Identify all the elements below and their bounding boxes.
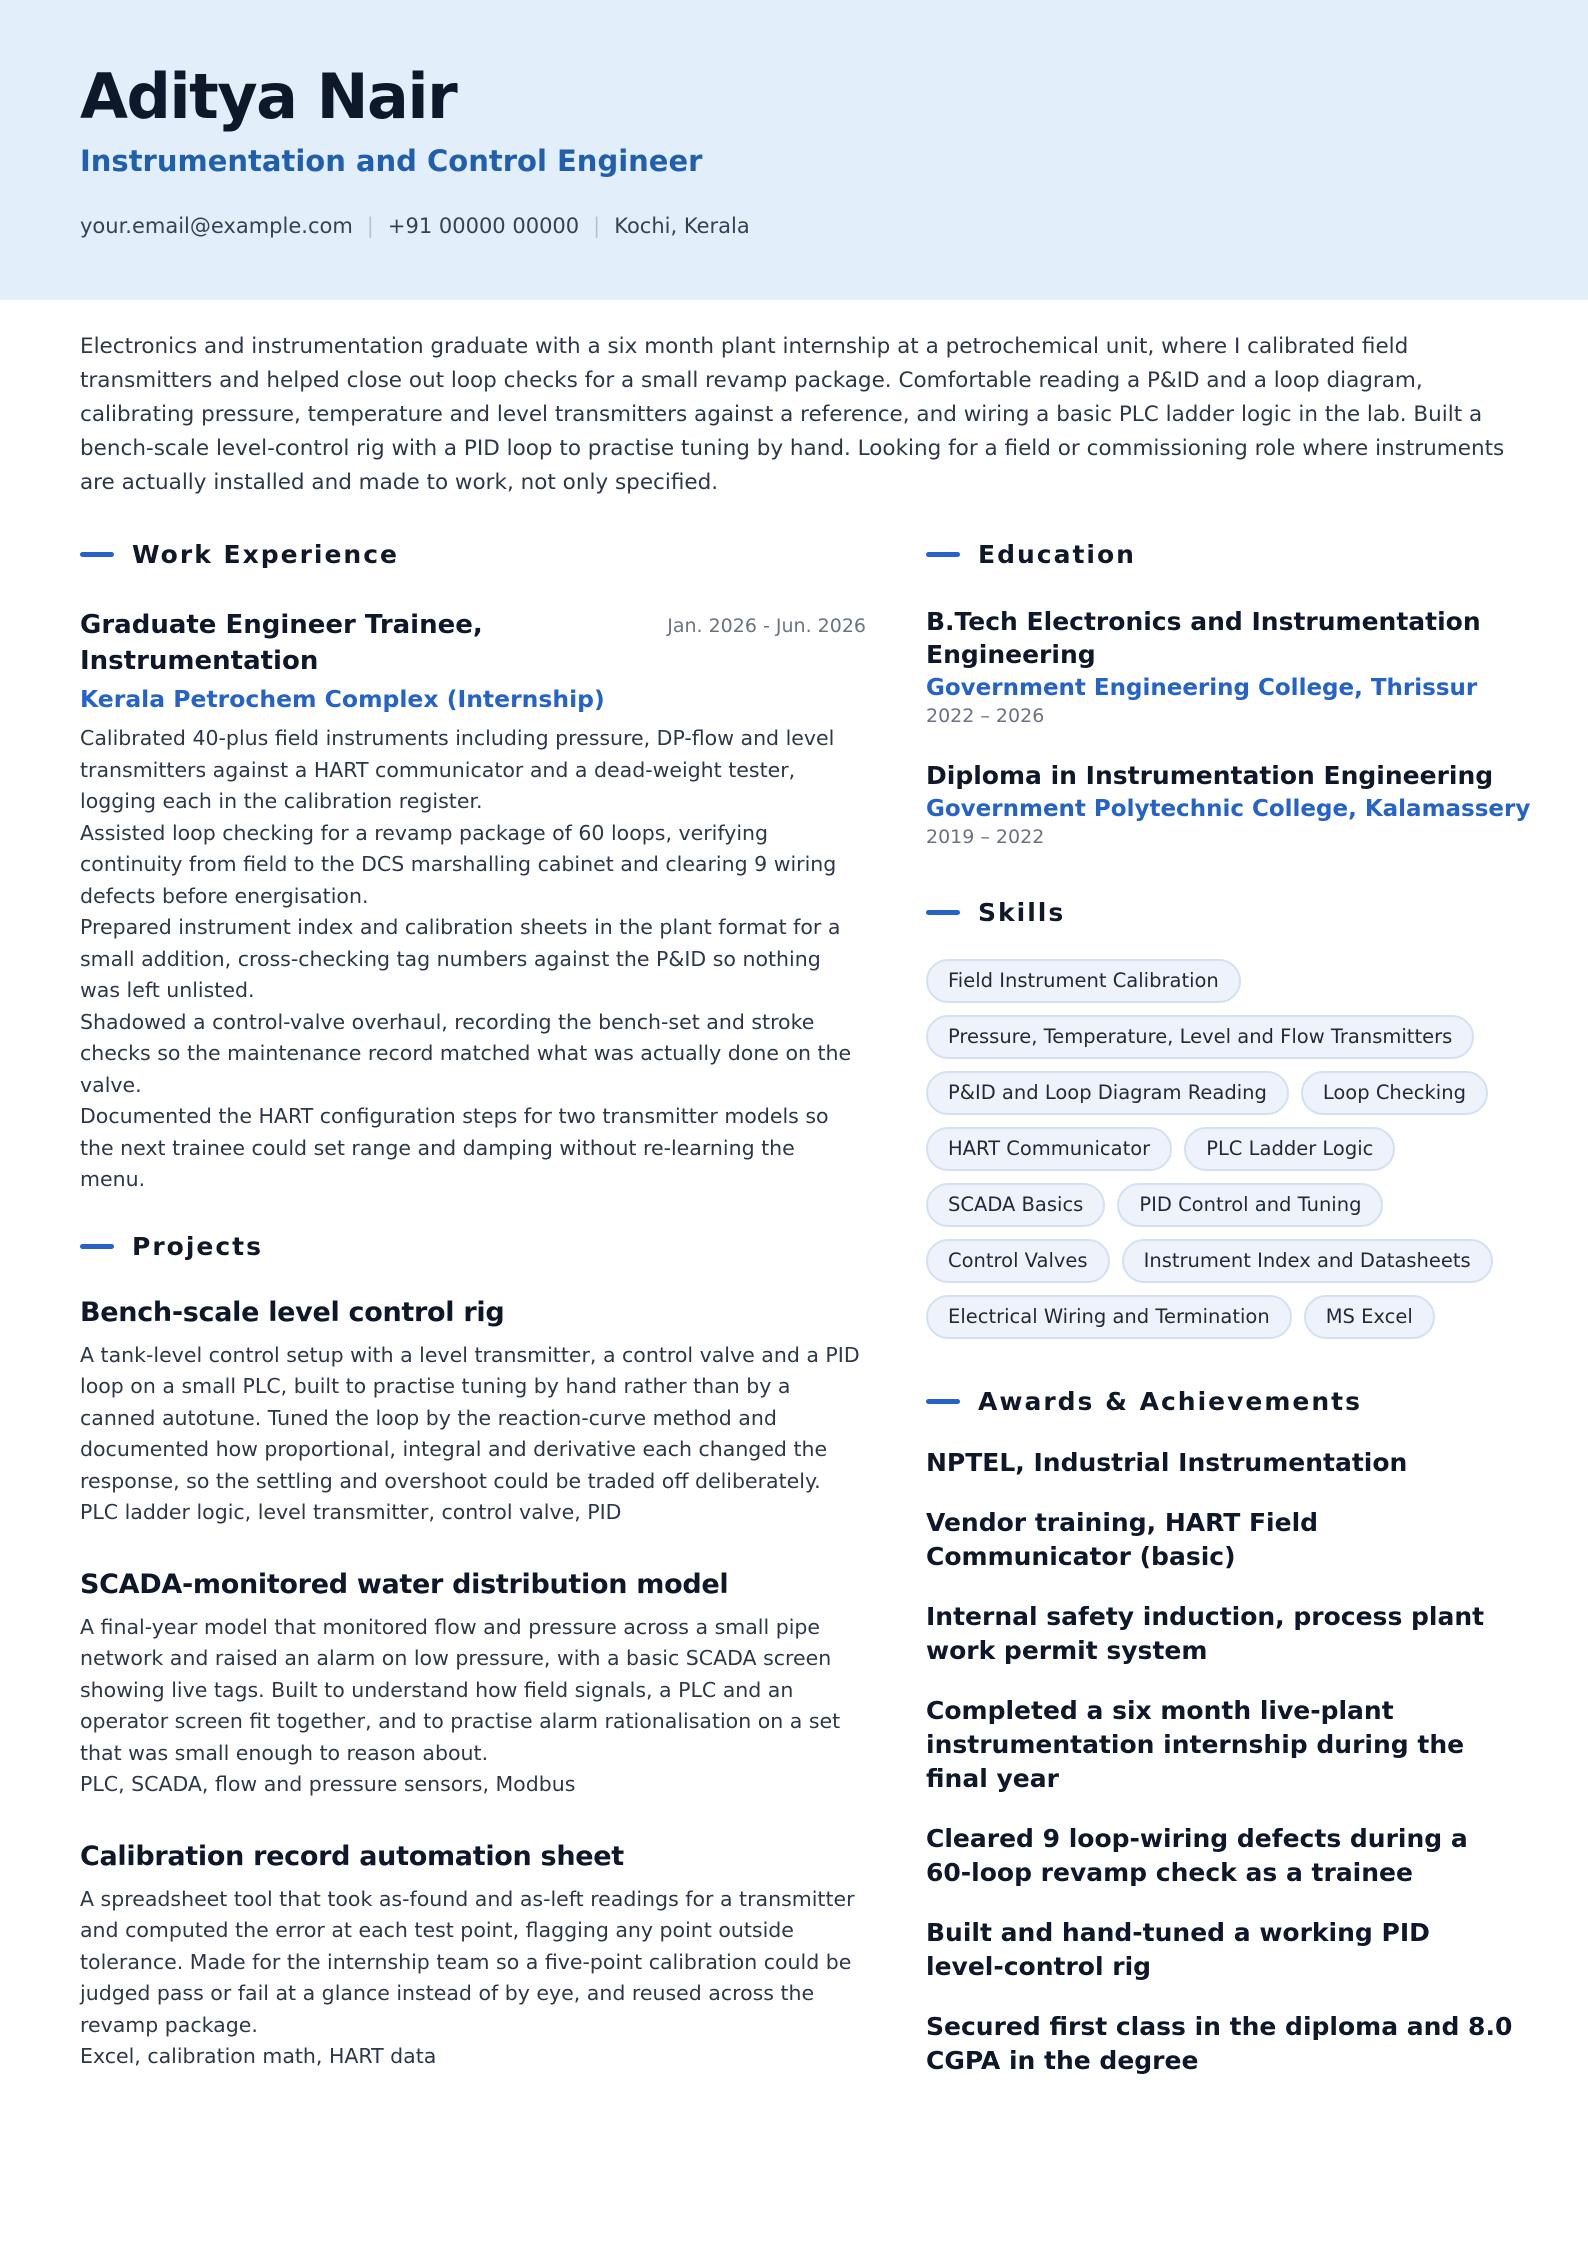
award-item: Vendor training, HART Field Communicator (basic) [926,1508,1319,1571]
contact-line [80,214,750,238]
project-title: Calibration record automation sheet [80,1840,624,1872]
skill-tag: Loop Checking [1301,1071,1488,1115]
education-degree: B.Tech Electronics and Instrumentation Engineering [926,607,1481,669]
skill-tag: Control Valves [926,1239,1110,1283]
education-degree: Diploma in Instrumentation Engineering [926,761,1494,790]
section-heading-skills [926,898,1516,927]
award-item: Built and hand-tuned a working PID level-control rig [926,1918,1430,1981]
section-heading-work [80,540,866,569]
skill-tag: HART Communicator [926,1127,1172,1171]
skill-tag: Pressure, Temperature, Level and Flow Transmitters [926,1015,1474,1059]
section-accent-bar [926,910,960,915]
skill-tag: Electrical Wiring and Termination [926,1295,1292,1339]
right-column [926,540,1531,2078]
job-bullet: Assisted loop checking for a revamp package of 60 loops, verifying continuity from field to the DCS marshalling cabinet and clearing 9 wiring defects before energisation. [80,820,837,908]
education-years: 2019 – 2022 [926,826,1045,848]
skill-tag: PID Control and Tuning [1117,1183,1383,1227]
education-years: 2022 – 2026 [926,705,1045,727]
award-item: Internal safety induction, process plant work permit system [926,1602,1485,1665]
project-title: SCADA-monitored water distribution model [80,1568,729,1600]
skill-tag: Instrument Index and Datasheets [1122,1239,1493,1283]
job-bullet: Calibrated 40-plus field instruments including pressure, DP-flow and level transmitters against a HART communicator and a dead-weight tester, logging each in the calibration register. [80,726,835,813]
job-bullet: Prepared instrument index and calibration sheets in the plant format for a small addition, cross-checking tag numbers against the P&ID so nothing was left unlisted. [80,915,841,1002]
section-title: Education [978,540,1136,569]
contact-divider: | [593,214,601,238]
section-accent-bar [80,1244,114,1249]
job-dates: Jan. 2026 - Jun. 2026 [667,615,866,637]
award-item: NPTEL, Industrial Instrumentation [926,1448,1408,1477]
job-title: Graduate Engineer Trainee, Instrumentation [80,610,483,676]
section-accent-bar [80,552,114,557]
section-title: Awards & Achievements [978,1387,1363,1416]
professional-summary: Electronics and instrumentation graduate with a six month plant internship at a petrochemical unit, where I calibrated field transmitters and helped close out loop checks for a small revamp package. Comfortable reading a P&ID and a loop diagram, calibrating pressure, temperature and level transmitters against a reference, and wiring a basic PLC ladder logic in the lab. Built a bench-scale level-control rig with a PID loop to practise tuning by hand. Looking for a field or commissioning role where instruments are actually installed and made to work, not only specified. [80,334,1505,495]
phone-text[interactable]: +91 00000 00000 [387,214,580,238]
skill-tag: SCADA Basics [926,1183,1105,1227]
skill-tag: MS Excel [1304,1295,1435,1339]
section-title: Skills [978,898,1066,927]
job-organization: Kerala Petrochem Complex (Internship) [80,685,605,713]
section-heading-awards [926,1387,1516,1416]
job-header [80,607,866,679]
project-tech: PLC ladder logic, level transmitter, control valve, PID [80,1500,622,1524]
project-description: A final-year model that monitored flow and pressure across a small pipe network and raised an alarm on low pressure, with a basic SCADA screen showing live tags. Built to understand how field signals, a PLC and an operator screen fit together, and to practise alarm rationalisation on a set that was small enough to reason about. [80,1614,841,1765]
job-bullets [80,723,866,1196]
candidate-name: Aditya Nair [80,60,457,133]
section-title: Work Experience [132,540,399,569]
education-school: Government Engineering College, Thrissur [926,675,1478,701]
award-item: Cleared 9 loop-wiring defects during a 60-loop revamp check as a trainee [926,1824,1468,1887]
project-description: A tank-level control setup with a level transmitter, a control valve and a PID loop on a small PLC, built to practise tuning by hand rather than by a canned autotune. Tuned the loop by the reaction-curve method and documented how proportional, integral and derivative each changed the response, so the settling and overshoot could be traded off deliberately. [80,1342,860,1493]
section-accent-bar [926,552,960,557]
project-description: A spreadsheet tool that took as-found and as-left readings for a transmitter and computed the error at each test point, flagging any point outside tolerance. Made for the internship team so a five-point calibration could be judged pass or fail at a glance instead of by eye, and reused across the revamp package. [80,1886,855,2037]
job-bullet: Documented the HART configuration steps for two transmitter models so the next trainee could set range and damping without re-learning the menu. [80,1104,829,1191]
skills-list [926,959,1516,1339]
award-item: Secured first class in the diploma and 8.0 CGPA in the degree [926,2012,1513,2075]
email-text[interactable]: your.email@example.com [80,214,353,238]
job-bullet: Shadowed a control-valve overhaul, recording the bench-set and stroke checks so the maintenance record matched what was actually done on the valve. [80,1009,852,1097]
skill-tag: Field Instrument Calibration [926,959,1241,1003]
resume-header [0,0,1588,300]
skill-tag: P&ID and Loop Diagram Reading [926,1071,1289,1115]
section-heading-projects [80,1232,866,1261]
location-text: Kochi, Kerala [614,214,750,238]
project-title: Bench-scale level control rig [80,1296,505,1328]
section-heading-education [926,540,1516,569]
education-school: Government Polytechnic College, Kalamassery [926,796,1531,822]
job-role-title: Instrumentation and Control Engineer [80,144,703,178]
award-item: Completed a six month live-plant instrumentation internship during the final year [926,1696,1465,1793]
left-column [80,540,866,2073]
project-tech: Excel, calibration math, HART data [80,2044,437,2068]
section-title: Projects [132,1231,264,1261]
contact-divider: | [366,214,374,238]
project-tech: PLC, SCADA, flow and pressure sensors, Modbus [80,1772,576,1796]
skill-tag: PLC Ladder Logic [1184,1127,1395,1171]
section-accent-bar [926,1399,960,1404]
